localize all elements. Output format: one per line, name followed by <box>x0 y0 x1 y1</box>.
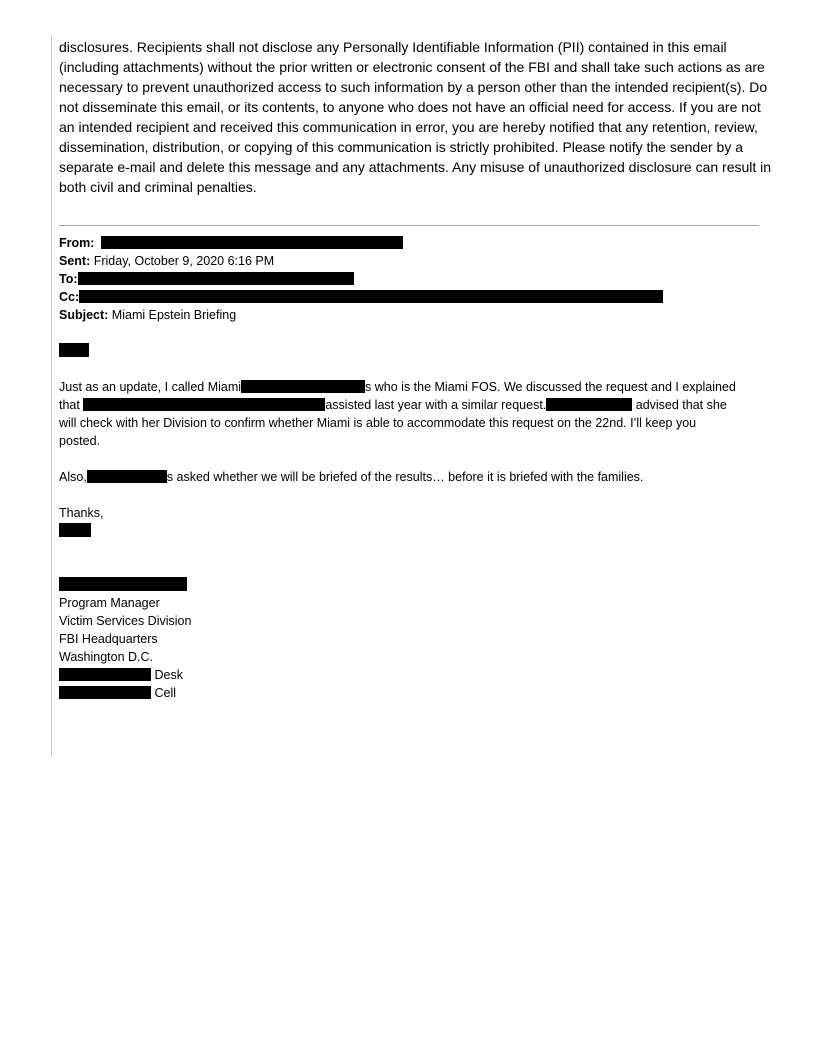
redacted-name <box>546 398 632 411</box>
message-separator <box>59 225 759 226</box>
redacted-greeting <box>59 343 89 357</box>
body-line-2 <box>59 396 727 414</box>
body-text: that <box>59 398 80 412</box>
greeting-row <box>59 342 89 360</box>
body-text: will check with her Division to confirm whether Miami is able to accommodate this request on the 22nd. I’ll keep you <box>59 416 697 430</box>
signature-office: FBI Headquarters <box>59 632 158 646</box>
sent-row <box>59 252 274 270</box>
body-line-5 <box>59 468 643 486</box>
cell-label: Cell <box>154 686 177 700</box>
signature-desk-row <box>59 666 183 684</box>
body-text: Also, <box>59 470 87 484</box>
sent-date: Friday, October 9, 2020 6:16 PM <box>93 254 275 268</box>
redacted-name <box>87 470 167 483</box>
closing-name-row <box>59 522 91 540</box>
signature-cell-row <box>59 684 176 702</box>
body-line-4 <box>59 432 100 450</box>
redacted-recipients <box>78 272 354 285</box>
redacted-cc <box>79 290 663 303</box>
legal-disclaimer: disclosures. Recipients shall not disclose any Personally Identifiable Information (PII) contained in this email (including attachments) without the prior written or electronic consent of the FBI and shall take such actions as are necessary to prevent unauthorized access to such information by a person other than the intended recipient(s). Do not disseminate this email, or its contents, to anyone who does not have an official need for access. If you are not an intended recipient and received this communication in error, you are hereby notified that any retention, review, dissemination, distribution, or copying of this communication is strictly prohibited. Please notify the sender by a separate e-mail and delete this message and any attachments. Any misuse of unauthorized disclosure can result in both civil and criminal penalties. <box>59 39 772 195</box>
signature-division: Victim Services Division <box>59 614 192 628</box>
subject-label: Subject: <box>59 308 109 322</box>
sent-label: Sent: <box>59 254 91 268</box>
cc-label: Cc: <box>59 290 80 304</box>
signature-city: Washington D.C. <box>59 650 154 664</box>
body-text: assisted last year with a similar request. <box>325 398 547 412</box>
redacted-cell-phone <box>59 686 151 699</box>
redacted-name <box>83 398 325 411</box>
subject-row <box>59 306 236 324</box>
desk-label: Desk <box>154 668 183 682</box>
from-label: From: <box>59 236 95 250</box>
subject-value: Miami Epstein Briefing <box>111 308 237 322</box>
from-row <box>59 234 403 252</box>
signature-name-row <box>59 576 187 594</box>
body-text: s asked whether we will be briefed of the results… before it is briefed with the families. <box>166 470 644 484</box>
signature-title: Program Manager <box>59 596 160 610</box>
left-margin-rule <box>51 36 52 756</box>
redacted-desk-phone <box>59 668 151 681</box>
body-line-1 <box>59 378 736 396</box>
redacted-sender <box>101 236 403 249</box>
body-text: posted. <box>59 434 101 448</box>
to-label: To: <box>59 272 78 286</box>
redacted-signature-name <box>59 577 187 591</box>
redacted-name <box>241 380 365 393</box>
closing-text: Thanks, <box>59 506 104 520</box>
to-row <box>59 270 354 288</box>
redacted-signoff <box>59 523 91 537</box>
closing <box>59 504 103 522</box>
body-text: Just as an update, I called Miami <box>59 380 242 394</box>
cc-row <box>59 288 663 306</box>
body-text: advised that she <box>635 398 727 412</box>
body-text: s who is the Miami FOS. We discussed the request and I explained <box>365 380 736 394</box>
body-line-3 <box>59 414 696 432</box>
